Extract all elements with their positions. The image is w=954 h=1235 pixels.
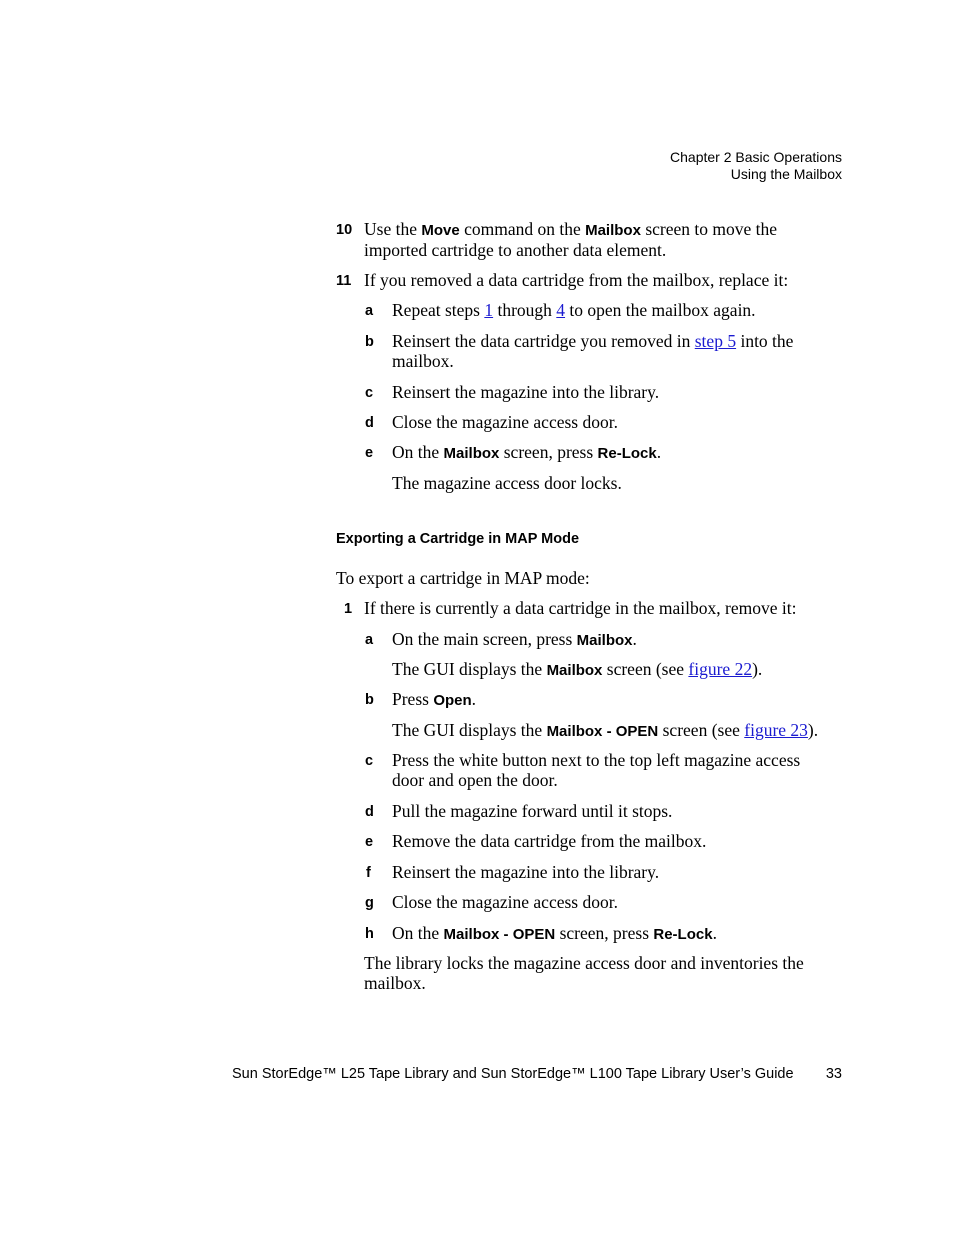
substep-letter: e (365, 834, 374, 850)
closing-text-line2: mailbox. (364, 973, 426, 993)
substep-letter: h (365, 926, 374, 942)
substep-text: On the main screen, press Mailbox. (392, 629, 637, 649)
substep-text: Close the magazine access door. (392, 892, 618, 912)
substep-text: Reinsert the magazine into the library. (392, 862, 660, 882)
ui-term: Mailbox (585, 222, 641, 239)
substep-text: Remove the data cartridge from the mailbox. (392, 831, 707, 851)
step-text: Use the Move command on the Mailbox screen to move the (364, 219, 777, 239)
substep-letter: g (365, 895, 374, 911)
substep-text-line2: door and open the door. (392, 770, 558, 790)
step-number: 10 (336, 222, 353, 238)
substep-letter: a (365, 632, 374, 648)
substep-text-line2: mailbox. (392, 351, 454, 371)
figure-link[interactable]: figure 23 (744, 720, 808, 740)
substep-result: The GUI displays the Mailbox - OPEN screen (see figure 23). (392, 720, 819, 740)
substep-text: Reinsert the data cartridge you removed in step 5 into the (392, 331, 794, 351)
substep-letter: d (365, 804, 374, 820)
page-number: 33 (825, 1066, 842, 1082)
substep-letter: b (365, 334, 374, 350)
step-text-line2: imported cartridge to another data element. (364, 240, 667, 260)
ui-term: Move (421, 222, 460, 239)
ui-term: Mailbox (443, 445, 500, 462)
closing-text: The library locks the magazine access door and inventories the (364, 953, 804, 973)
substep-text: Pull the magazine forward until it stops. (392, 801, 673, 821)
substep-text: Press Open. (392, 689, 477, 709)
ui-term: Mailbox - OPEN (443, 926, 556, 943)
step-link[interactable]: 1 (484, 300, 494, 320)
ui-term: Re-Lock (653, 926, 713, 943)
ui-term: Mailbox (546, 662, 603, 679)
substep-result: The GUI displays the Mailbox screen (see figure 22). (392, 659, 763, 679)
footer-title: Sun StorEdge™ L25 Tape Library and Sun StorEdge™ L100 Tape Library User’s Guide (232, 1066, 794, 1082)
figure-link[interactable]: figure 22 (688, 659, 753, 679)
ui-term: Re-Lock (597, 445, 657, 462)
substep-result: The magazine access door locks. (392, 473, 622, 493)
substep-text: Reinsert the magazine into the library. (392, 382, 660, 402)
running-header-section: Using the Mailbox (730, 166, 842, 182)
running-header-chapter: Chapter 2 Basic Operations (670, 149, 842, 165)
step-text: If you removed a data cartridge from the mailbox, replace it: (364, 270, 789, 290)
ui-term: Mailbox (576, 632, 633, 649)
intro-text: To export a cartridge in MAP mode: (336, 568, 590, 588)
substep-text: Close the magazine access door. (392, 412, 618, 432)
substep-letter: c (365, 753, 374, 769)
step-link[interactable]: 4 (556, 300, 566, 320)
substep-letter: b (365, 692, 374, 708)
substep-text: Repeat steps 1 through 4 to open the mailbox again. (392, 300, 756, 320)
substep-letter: c (365, 385, 374, 401)
section-heading: Exporting a Cartridge in MAP Mode (336, 531, 580, 547)
substep-letter: a (365, 303, 374, 319)
substep-text: On the Mailbox screen, press Re-Lock. (392, 442, 662, 462)
step-number: 1 (344, 601, 353, 617)
substep-text: On the Mailbox - OPEN screen, press Re-Lock. (392, 923, 717, 943)
step-number: 11 (336, 273, 352, 289)
substep-letter: d (365, 415, 374, 431)
substep-text: Press the white button next to the top left magazine access (392, 750, 801, 770)
substep-letter: f (366, 865, 371, 881)
ui-term: Mailbox - OPEN (546, 723, 659, 740)
step-link[interactable]: step 5 (694, 331, 737, 351)
substep-letter: e (365, 445, 374, 461)
ui-term: Open (433, 692, 472, 709)
step-text: If there is currently a data cartridge in the mailbox, remove it: (364, 598, 797, 618)
